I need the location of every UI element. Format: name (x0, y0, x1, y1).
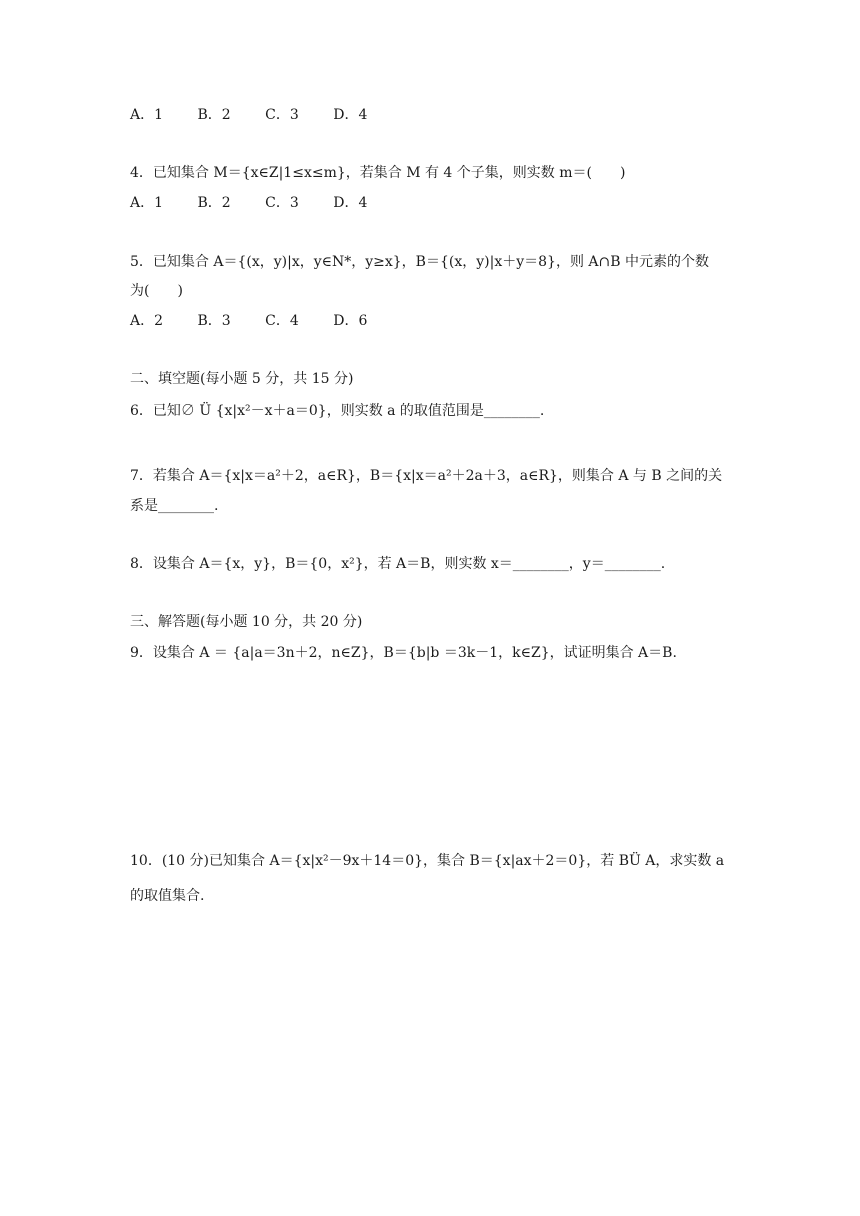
q5-options (130, 311, 397, 331)
q4-option-c: C．3 (265, 195, 299, 211)
q3-option-b: B．2 (197, 107, 231, 123)
q4-stem: 4．已知集合 M＝{x∈Z|1≤x≤m}，若集合 M 有 4 个子集，则实数 m＝( ) (130, 165, 626, 181)
q5-option-c: C．4 (265, 313, 299, 329)
q6-stem: 6．已知∅ Ü {x|x²－x＋a＝0}，则实数 a 的取值范围是________. (130, 403, 545, 419)
section-solution-title: 三、解答题(每小题 10 分，共 20 分) (130, 614, 363, 630)
q4-option-d: D．4 (333, 195, 368, 211)
q4-option-a: A．1 (130, 195, 164, 211)
q7-stem-line1: 7．若集合 A＝{x|x＝a²＋2，a∈R}，B＝{x|x＝a²＋2a＋3，a∈R}，则集合 A 与 B 之间的关 (130, 468, 723, 484)
q3-options (130, 105, 397, 125)
q8-stem: 8．设集合 A＝{x，y}，B＝{0，x²}，若 A＝B，则实数 x＝________，y＝________. (130, 556, 666, 572)
q3-option-d: D．4 (333, 107, 368, 123)
q3-option-c: C．3 (265, 107, 299, 123)
q5-option-a: A．2 (130, 313, 164, 329)
q9-stem: 9．设集合 A ＝ {a|a＝3n＋2，n∈Z}，B＝{b|b ＝3k－1，k∈Z}，试证明集合 A＝B. (130, 645, 677, 661)
q4-option-b: B．2 (197, 195, 231, 211)
q5-stem-line1: 5．已知集合 A＝{(x，y)|x，y∈N*，y≥x}，B＝{(x，y)|x＋y＝8}，则 A∩B 中元素的个数 (130, 254, 709, 270)
q3-option-a: A．1 (130, 107, 164, 123)
q5-option-d: D．6 (333, 313, 368, 329)
q10-stem-line1: 10．(10 分)已知集合 A＝{x|x²－9x＋14＝0}，集合 B＝{x|ax＋2＝0}，若 BÜ A，求实数 a (130, 853, 725, 869)
q5-option-b: B．3 (197, 313, 231, 329)
section-fill-in-title: 二、填空题(每小题 5 分，共 15 分) (130, 371, 354, 387)
q5-stem-line2: 为( ) (130, 283, 183, 299)
q7-stem-line2: 系是________. (130, 498, 219, 514)
q4-options (130, 193, 397, 213)
q10-stem-line2: 的取值集合. (130, 888, 205, 904)
